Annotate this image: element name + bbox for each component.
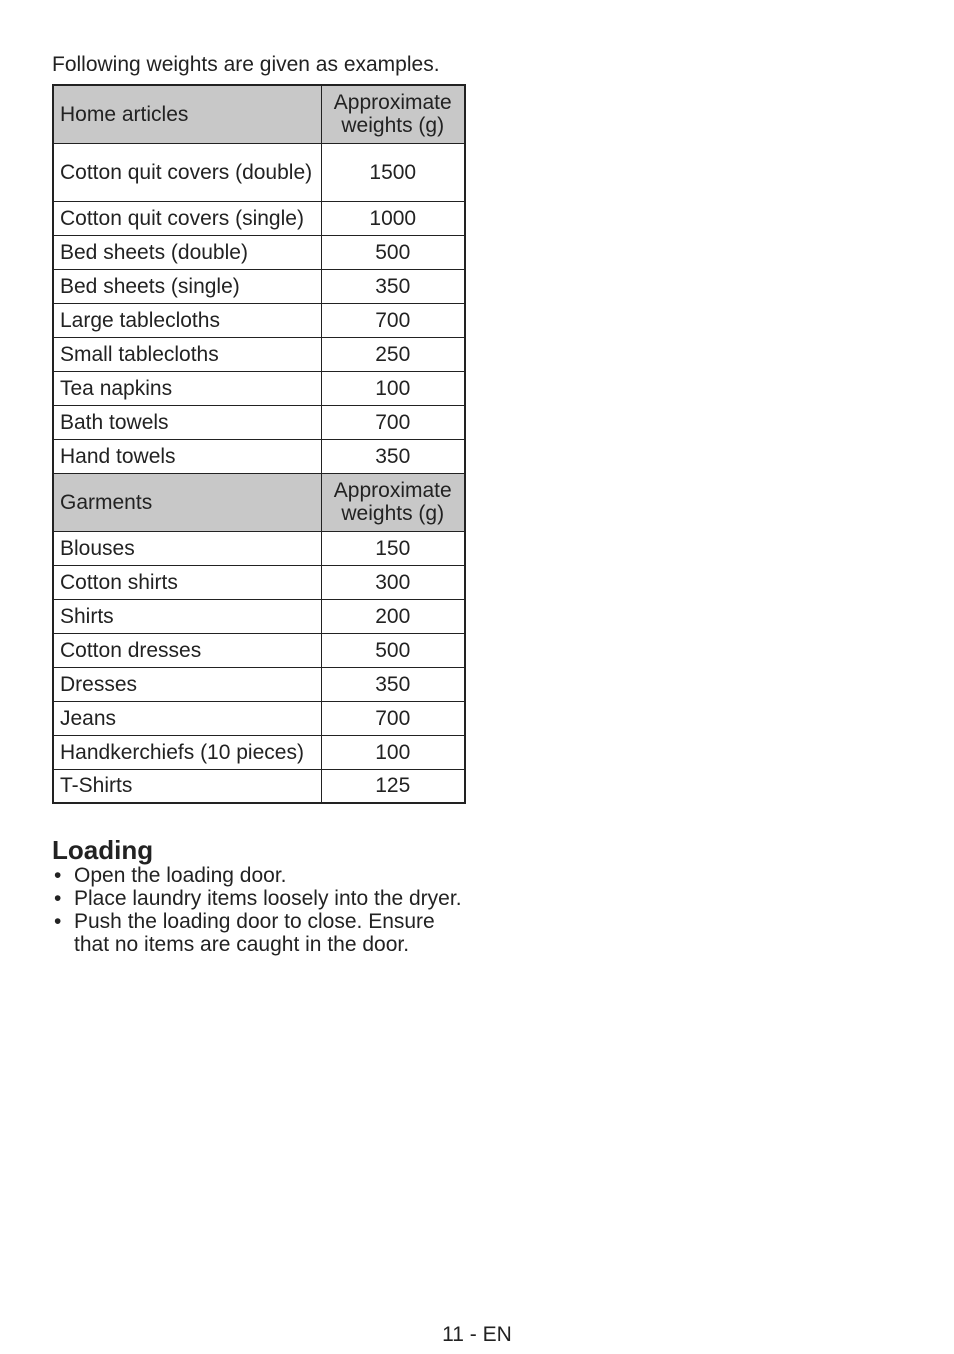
row-weight: 250 (321, 337, 465, 371)
row-item: Bath towels (53, 405, 321, 439)
row-weight: 200 (321, 599, 465, 633)
table-row (53, 735, 465, 769)
table-row (53, 405, 465, 439)
list-item-text: Place laundry items loosely into the dryer. (74, 887, 462, 910)
row-weight: 500 (321, 633, 465, 667)
table-section-header (53, 473, 465, 531)
row-item: Bed sheets (single) (53, 269, 321, 303)
table-row (53, 439, 465, 473)
row-item: Blouses (53, 531, 321, 565)
bullet-icon: • (54, 910, 62, 933)
row-weight: 700 (321, 303, 465, 337)
table-row (53, 565, 465, 599)
table-row (53, 667, 465, 701)
row-item: T-Shirts (53, 769, 321, 803)
row-item: Jeans (53, 701, 321, 735)
table-row (53, 235, 465, 269)
table-row (53, 599, 465, 633)
row-item: Cotton quit covers (double) (53, 143, 321, 201)
row-item: Tea napkins (53, 371, 321, 405)
row-item: Large tablecloths (53, 303, 321, 337)
list-item (52, 864, 466, 887)
row-item: Shirts (53, 599, 321, 633)
bullet-icon: • (54, 887, 62, 910)
page-number: 11 - EN (442, 1323, 512, 1346)
row-weight: 1000 (321, 201, 465, 235)
row-item: Dresses (53, 667, 321, 701)
header-weight: Approximate weights (g) (321, 85, 465, 143)
table-section-header (53, 85, 465, 143)
row-weight: 1500 (321, 143, 465, 201)
header-weight: Approximate weights (g) (321, 473, 465, 531)
table-row (53, 143, 465, 201)
row-item: Hand towels (53, 439, 321, 473)
bullet-icon: • (54, 864, 62, 887)
list-item (52, 887, 466, 910)
row-weight: 350 (321, 667, 465, 701)
table-row (53, 269, 465, 303)
row-item: Small tablecloths (53, 337, 321, 371)
table-row (53, 371, 465, 405)
table-row (53, 303, 465, 337)
row-weight: 700 (321, 701, 465, 735)
row-weight: 350 (321, 439, 465, 473)
table-row (53, 701, 465, 735)
intro-text: Following weights are given as examples. (52, 53, 440, 76)
row-item: Handkerchiefs (10 pieces) (53, 735, 321, 769)
header-category: Garments (53, 473, 321, 531)
row-item: Cotton shirts (53, 565, 321, 599)
row-weight: 700 (321, 405, 465, 439)
table-row (53, 769, 465, 803)
list-item-text: Open the loading door. (74, 864, 287, 887)
row-item: Cotton quit covers (single) (53, 201, 321, 235)
row-weight: 500 (321, 235, 465, 269)
weights-table (52, 84, 466, 804)
row-weight: 100 (321, 735, 465, 769)
row-weight: 125 (321, 769, 465, 803)
row-weight: 100 (321, 371, 465, 405)
header-category: Home articles (53, 85, 321, 143)
table-row (53, 201, 465, 235)
row-item: Cotton dresses (53, 633, 321, 667)
table-row (53, 633, 465, 667)
list-item-text: Push the loading door to close. Ensure that no items are caught in the door. (74, 910, 435, 956)
row-weight: 150 (321, 531, 465, 565)
list-item (52, 910, 466, 956)
row-weight: 300 (321, 565, 465, 599)
row-item: Bed sheets (double) (53, 235, 321, 269)
table-row (53, 531, 465, 565)
loading-instructions-list (52, 864, 466, 956)
loading-heading: Loading (52, 835, 154, 865)
table-row (53, 337, 465, 371)
row-weight: 350 (321, 269, 465, 303)
